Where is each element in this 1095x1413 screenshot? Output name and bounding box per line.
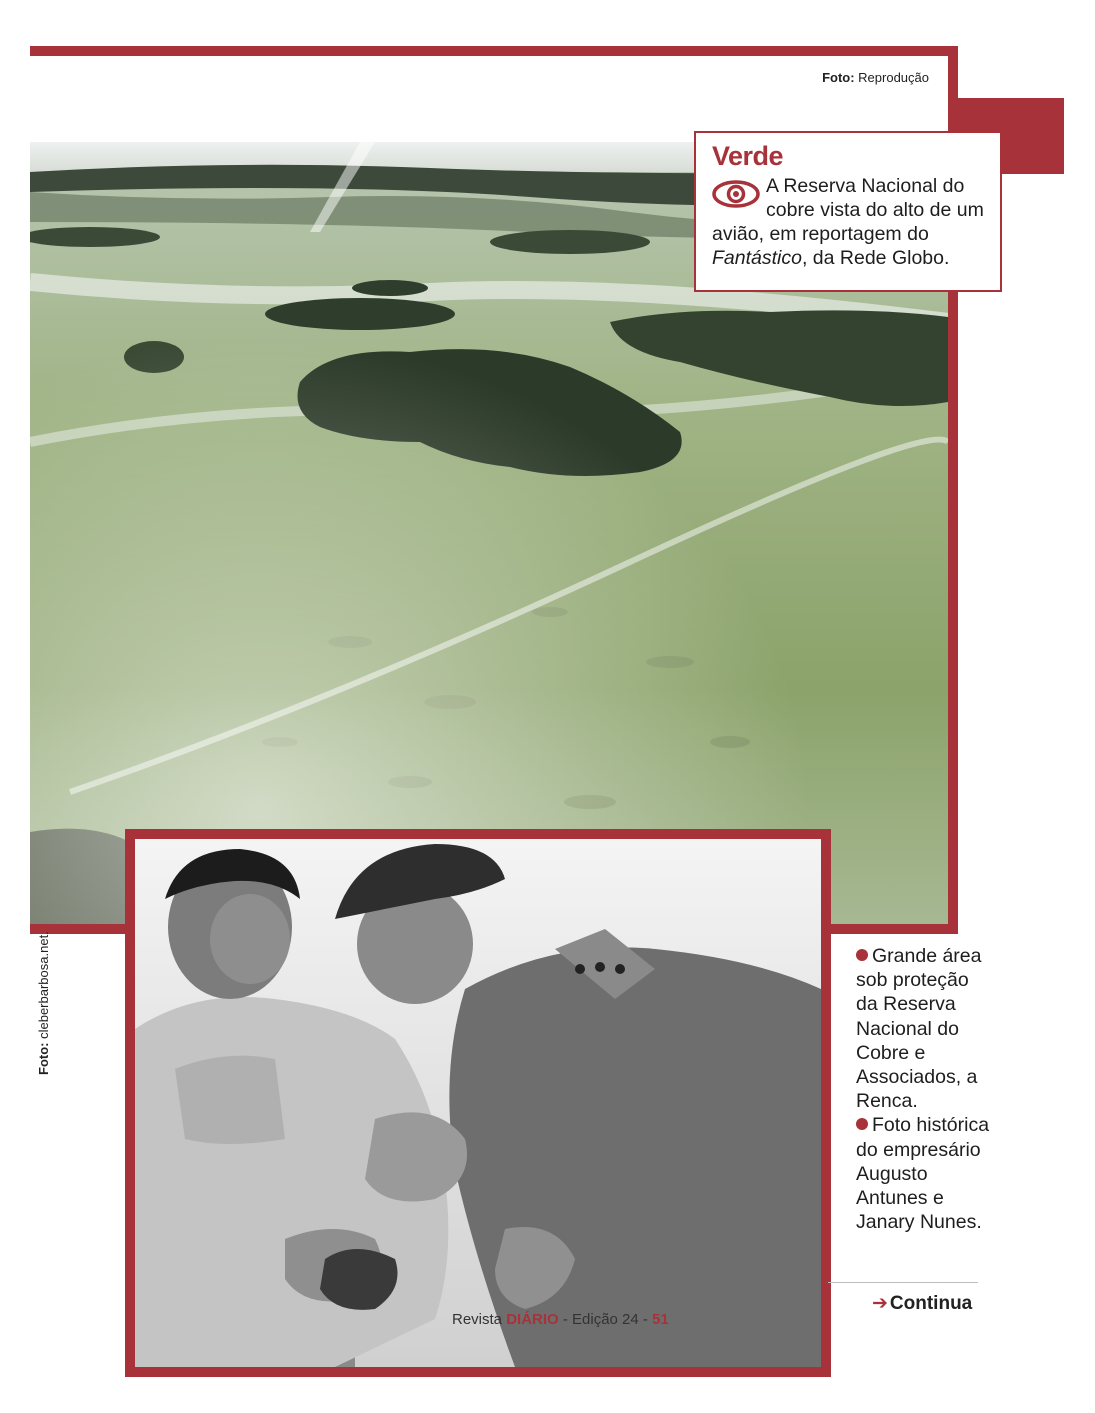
continue-label: Continua <box>889 1293 973 1314</box>
caption-text <box>712 174 986 270</box>
photo-credit-label: Foto: <box>822 70 855 85</box>
side-note-2 <box>856 1113 991 1234</box>
continue-link[interactable] <box>872 1292 972 1315</box>
footer-prefix: Revista <box>452 1311 507 1328</box>
caption-title: Verde <box>712 141 784 171</box>
side-note-1 <box>856 944 991 1113</box>
side-note-2-text: Foto histórica do empresário Augusto Antunes e Janary Nunes. <box>856 1114 990 1234</box>
photo-credit-top <box>822 70 929 85</box>
caption-text-part2: , da Rede Globo. <box>801 247 950 269</box>
arrow-right-icon: ➔ <box>872 1293 888 1314</box>
footer-page-number: 51 <box>652 1311 669 1328</box>
historic-bw-image <box>135 839 821 1367</box>
side-divider <box>828 1282 978 1283</box>
bullet-icon <box>856 1118 868 1130</box>
caption-text-italic: Fantástico <box>712 247 802 269</box>
footer-brand: DIÁRIO <box>506 1311 559 1328</box>
page-footer <box>452 1311 669 1328</box>
photo-credit-left-source: cleberbarbosa.net. <box>36 931 51 1039</box>
eye-icon <box>712 178 760 210</box>
caption-box <box>694 131 1002 292</box>
caption-text-part1: A Reserva Nacional do cobre vista do alto de um avião, em reportagem do <box>712 175 984 245</box>
historic-photo <box>135 839 821 1367</box>
side-note-1-text: Grande área sob proteção da Reserva Nacional do Cobre e Associados, a Renca. <box>856 945 982 1113</box>
side-notes <box>856 944 991 1234</box>
photo-credit-source: Reprodução <box>858 70 929 85</box>
footer-edition: - Edição 24 - <box>558 1311 653 1328</box>
photo-credit-left <box>36 915 56 1075</box>
historic-photo-frame <box>125 829 831 1377</box>
photo-credit-left-label: Foto: <box>36 1042 51 1075</box>
bullet-icon <box>856 949 868 961</box>
